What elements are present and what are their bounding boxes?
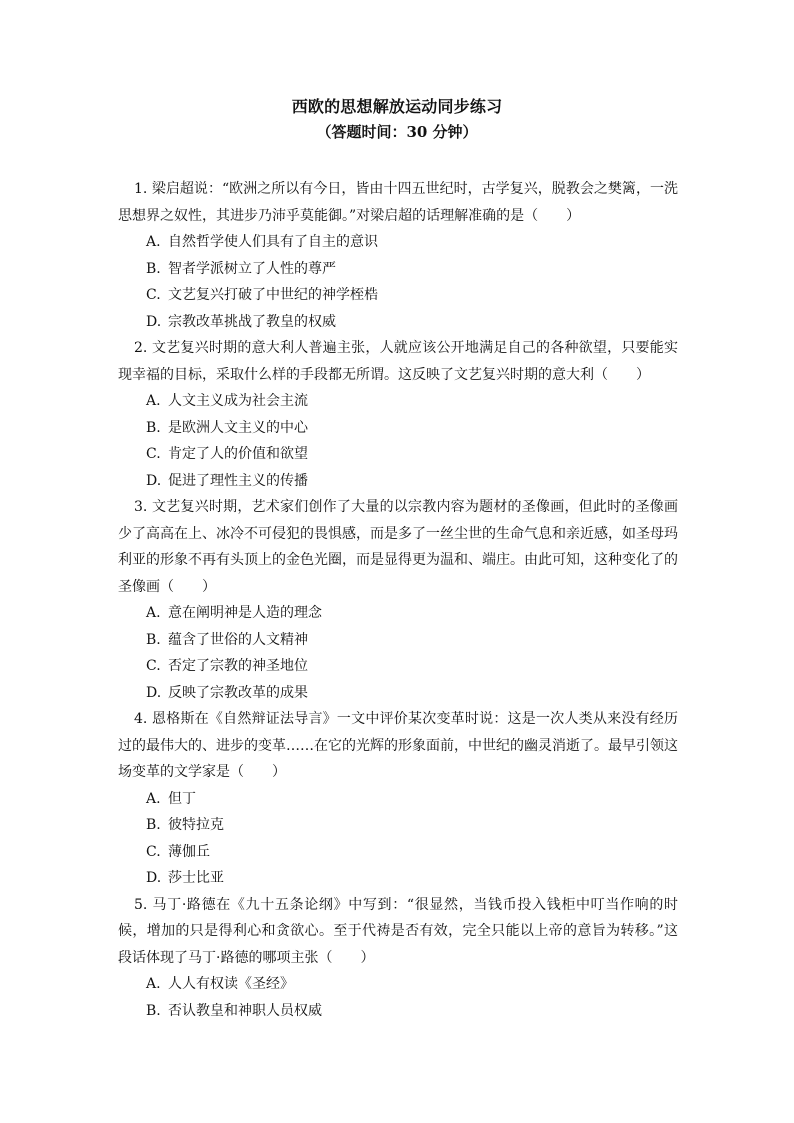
answer-option — [118, 839, 678, 866]
answer-option — [118, 468, 678, 495]
option-text: 否定了宗教的神圣地位 — [168, 658, 308, 674]
option-letter: B. — [146, 631, 161, 648]
option-text: 莎士比亚 — [168, 870, 224, 886]
option-text: 彼特拉克 — [168, 817, 224, 833]
option-text: 是欧洲人文主义的中心 — [168, 419, 308, 436]
option-letter: A. — [146, 393, 161, 409]
question-number: 3. — [134, 499, 148, 515]
question-number: 4. — [134, 711, 148, 727]
question-list — [118, 176, 678, 1024]
answer-option — [118, 812, 678, 839]
answer-option — [118, 415, 678, 442]
option-letter: A. — [146, 605, 161, 621]
question-stem — [118, 335, 678, 388]
option-letter: D. — [146, 870, 162, 886]
option-letter: B. — [146, 419, 161, 436]
answer-option — [118, 388, 678, 415]
option-text: 人人有权读《圣经》 — [168, 976, 294, 992]
page-subtitle: （答题时间：30 分钟） — [316, 123, 478, 141]
question-text: 文艺复兴时期的意大利人普遍主张，人就应该公开地满足自己的各种欲望，只要能实现幸福的目标，采取什么样的手段都无所谓。这反映了文艺复兴时期的意大利（ ） — [118, 340, 678, 383]
option-letter: A. — [146, 790, 161, 807]
answer-option — [118, 971, 678, 998]
option-letter: B. — [146, 260, 161, 277]
option-letter: A. — [146, 234, 161, 250]
question-text: 文艺复兴时期，艺术家们创作了大量的以宗教内容为题材的圣像画，但此时的圣像画少了高高在上、冰冷不可侵犯的畏惧感，而是多了一丝尘世的生命气息和亲近感，如圣母玛利亚的形象不再有头顶上的金色光圈，而是显得更为温和、端庄。由此可知，这种变化了的圣像画（ ） — [118, 499, 678, 595]
option-text: 肯定了人的价值和欲望 — [168, 446, 308, 462]
option-text: 反映了宗教改革的成果 — [168, 684, 308, 701]
answer-option — [118, 256, 678, 283]
option-text: 意在阐明神是人造的理念 — [168, 605, 322, 621]
option-letter: A. — [146, 976, 161, 992]
question-stem — [118, 706, 678, 786]
option-letter: B. — [146, 817, 161, 833]
option-text: 否认教皇和神职人员权威 — [168, 1002, 322, 1019]
question-number: 5. — [134, 896, 148, 913]
option-text: 人文主义成为社会主流 — [168, 393, 308, 409]
option-letter: C. — [146, 446, 161, 462]
option-text: 蕴含了世俗的人文精神 — [168, 631, 308, 648]
page-title: 西欧的思想解放运动同步练习 — [291, 97, 503, 116]
answer-option — [118, 441, 678, 468]
question-stem — [118, 892, 678, 972]
question-number: 1. — [134, 181, 148, 197]
answer-option — [118, 865, 678, 892]
option-text: 宗教改革挑战了教皇的权威 — [168, 313, 336, 330]
answer-option — [118, 998, 678, 1025]
option-letter: C. — [146, 287, 161, 303]
option-letter: D. — [146, 472, 162, 489]
option-text: 文艺复兴打破了中世纪的神学桎梏 — [168, 287, 378, 303]
answer-option — [118, 282, 678, 309]
answer-option — [118, 229, 678, 256]
option-text: 薄伽丘 — [168, 843, 210, 860]
option-letter: C. — [146, 843, 161, 860]
answer-option — [118, 309, 678, 336]
question-text: 马丁·路德在《九十五条论纲》中写到：“很显然，当钱币投入钱柜中叮当作响的时候，增加的只是得利心和贪欲心。至于代祷是否有效，完全只能以上帝的意旨为转移。”这段话体现了马丁·路德的哪项主张（ ） — [118, 896, 679, 966]
option-text: 智者学派树立了人性的尊严 — [168, 260, 336, 277]
option-text: 促进了理性主义的传播 — [168, 472, 308, 489]
option-text: 自然哲学使人们具有了自主的意识 — [168, 234, 378, 250]
option-letter: B. — [146, 1002, 161, 1019]
question-stem — [118, 494, 678, 600]
question-text: 梁启超说：“欧洲之所以有今日，皆由十四五世纪时，古学复兴，脱教会之樊篱，一洗思想界之奴性，其进步乃沛乎莫能御。”对梁启超的话理解准确的是（ ） — [118, 181, 679, 224]
question-number: 2. — [134, 340, 148, 356]
answer-option — [118, 600, 678, 627]
answer-option — [118, 627, 678, 654]
answer-option — [118, 786, 678, 813]
question-text: 恩格斯在《自然辩证法导言》一文中评价某次变革时说：这是一次人类从来没有经历过的最伟大的、进步的变革……在它的光辉的形象面前，中世纪的幽灵消逝了。最早引领这场变革的文学家是（ ） — [118, 711, 678, 780]
answer-option — [118, 680, 678, 707]
option-letter: D. — [146, 313, 162, 330]
option-text: 但丁 — [168, 790, 196, 807]
answer-option — [118, 653, 678, 680]
question-stem — [118, 176, 678, 229]
option-letter: C. — [146, 658, 161, 674]
option-letter: D. — [146, 684, 162, 701]
